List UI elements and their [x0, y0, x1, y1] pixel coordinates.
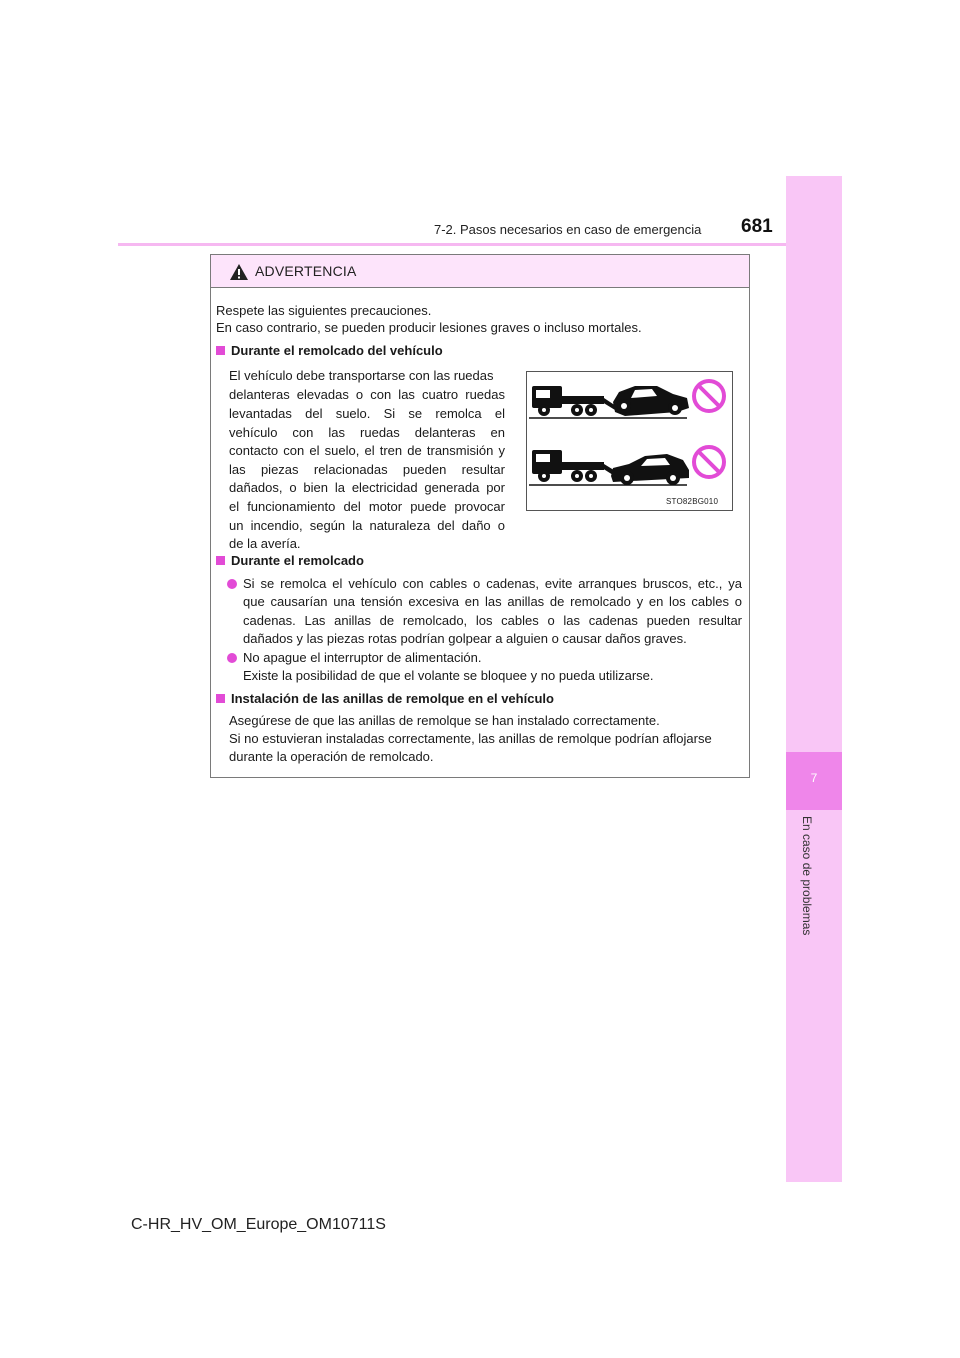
section1-line: contacto con el suelo, el tren de transmisión y	[229, 443, 505, 458]
header-divider	[118, 243, 841, 246]
section1-line: El vehículo debe transportarse con las ruedas	[229, 368, 494, 383]
chapter-number-tab	[786, 752, 842, 810]
section1-line: el funcionamiento del motor puede provocar	[229, 499, 505, 514]
prohibited-sign-bottom	[694, 447, 724, 477]
tow-truck-bottom	[532, 450, 617, 482]
section3-line-3: durante la operación de remolcado.	[229, 749, 434, 764]
chapter-number: 7	[810, 771, 818, 785]
section3-line-2: Si no estuvieran instaladas correctamente, las anillas de remolque podrían aflojarse	[229, 731, 712, 746]
warning-intro-line-2: En caso contrario, se pueden producir lesiones graves o incluso mortales.	[216, 320, 642, 335]
section1-line: de la avería.	[229, 536, 301, 551]
square-bullet-icon	[216, 346, 225, 355]
towed-car-bottom	[611, 454, 689, 485]
section1-line: las piezas relacionadas pueden resultar	[229, 462, 505, 477]
warning-triangle-icon	[229, 263, 249, 281]
bullet1-line: Si se remolca el vehículo con cables o cadenas, evite arranques bruscos, etc., ya	[243, 576, 742, 591]
section3-line-1: Asegúrese de que las anillas de remolque se han instalado correctamente.	[229, 713, 660, 728]
bullet1-line: que causarían una tensión excesiva en las anillas de remolcado y en los cables o	[243, 594, 742, 609]
section-heading-towing-vehicle	[216, 342, 443, 360]
bullet1-line: cadenas. Las anillas de remolcado, los cables o las cadenas pueden resultar	[243, 613, 742, 628]
page-number: 681	[741, 216, 773, 237]
section-heading-text: Instalación de las anillas de remolque en el vehículo	[231, 691, 554, 706]
figure-code: STO82BG010	[666, 497, 719, 506]
towing-illustration	[526, 371, 733, 511]
bullet2-line-2: Existe la posibilidad de que el volante se bloquee y no pueda utilizarse.	[243, 668, 654, 683]
warning-intro-line-1: Respete las siguientes precauciones.	[216, 303, 432, 318]
section-heading-text: Durante el remolcado	[231, 553, 364, 568]
section1-line: delanteras elevadas o con las cuatro ruedas	[229, 387, 505, 402]
round-bullet-icon	[227, 579, 237, 589]
section1-line: vehículo con las ruedas delanteras en	[229, 425, 505, 440]
towing-prohibited-illustration	[527, 372, 732, 510]
section-heading-tow-hooks	[216, 690, 554, 708]
bullet2-line-1: No apague el interruptor de alimentación.	[243, 650, 482, 665]
towed-car-top	[613, 386, 689, 416]
section-heading-text: Durante el remolcado del vehículo	[231, 343, 443, 358]
round-bullet-icon	[227, 653, 237, 663]
section1-line: levantadas del suelo. Si se remolca el	[229, 406, 505, 421]
warning-title: ADVERTENCIA	[255, 263, 357, 279]
tow-truck-top	[532, 386, 619, 416]
document-id: C-HR_HV_OM_Europe_OM10711S	[131, 1216, 386, 1233]
chapter-title: En caso de problemas	[800, 816, 814, 936]
square-bullet-icon	[216, 556, 225, 565]
section-heading-during-towing	[216, 552, 364, 570]
bullet1-line: dañados y las piezas rotas podrían golpear a alguien o causar daños graves.	[243, 631, 687, 646]
section1-line: un incendio, según la naturaleza del daño o	[229, 518, 505, 533]
chapter-side-tab	[786, 176, 842, 1182]
warning-header	[211, 255, 749, 288]
section1-line: dañados, o bien la electricidad generada por	[229, 480, 505, 495]
prohibited-sign-top	[694, 381, 724, 411]
square-bullet-icon	[216, 694, 225, 703]
header-section-title: 7-2. Pasos necesarios en caso de emergencia	[434, 222, 702, 237]
